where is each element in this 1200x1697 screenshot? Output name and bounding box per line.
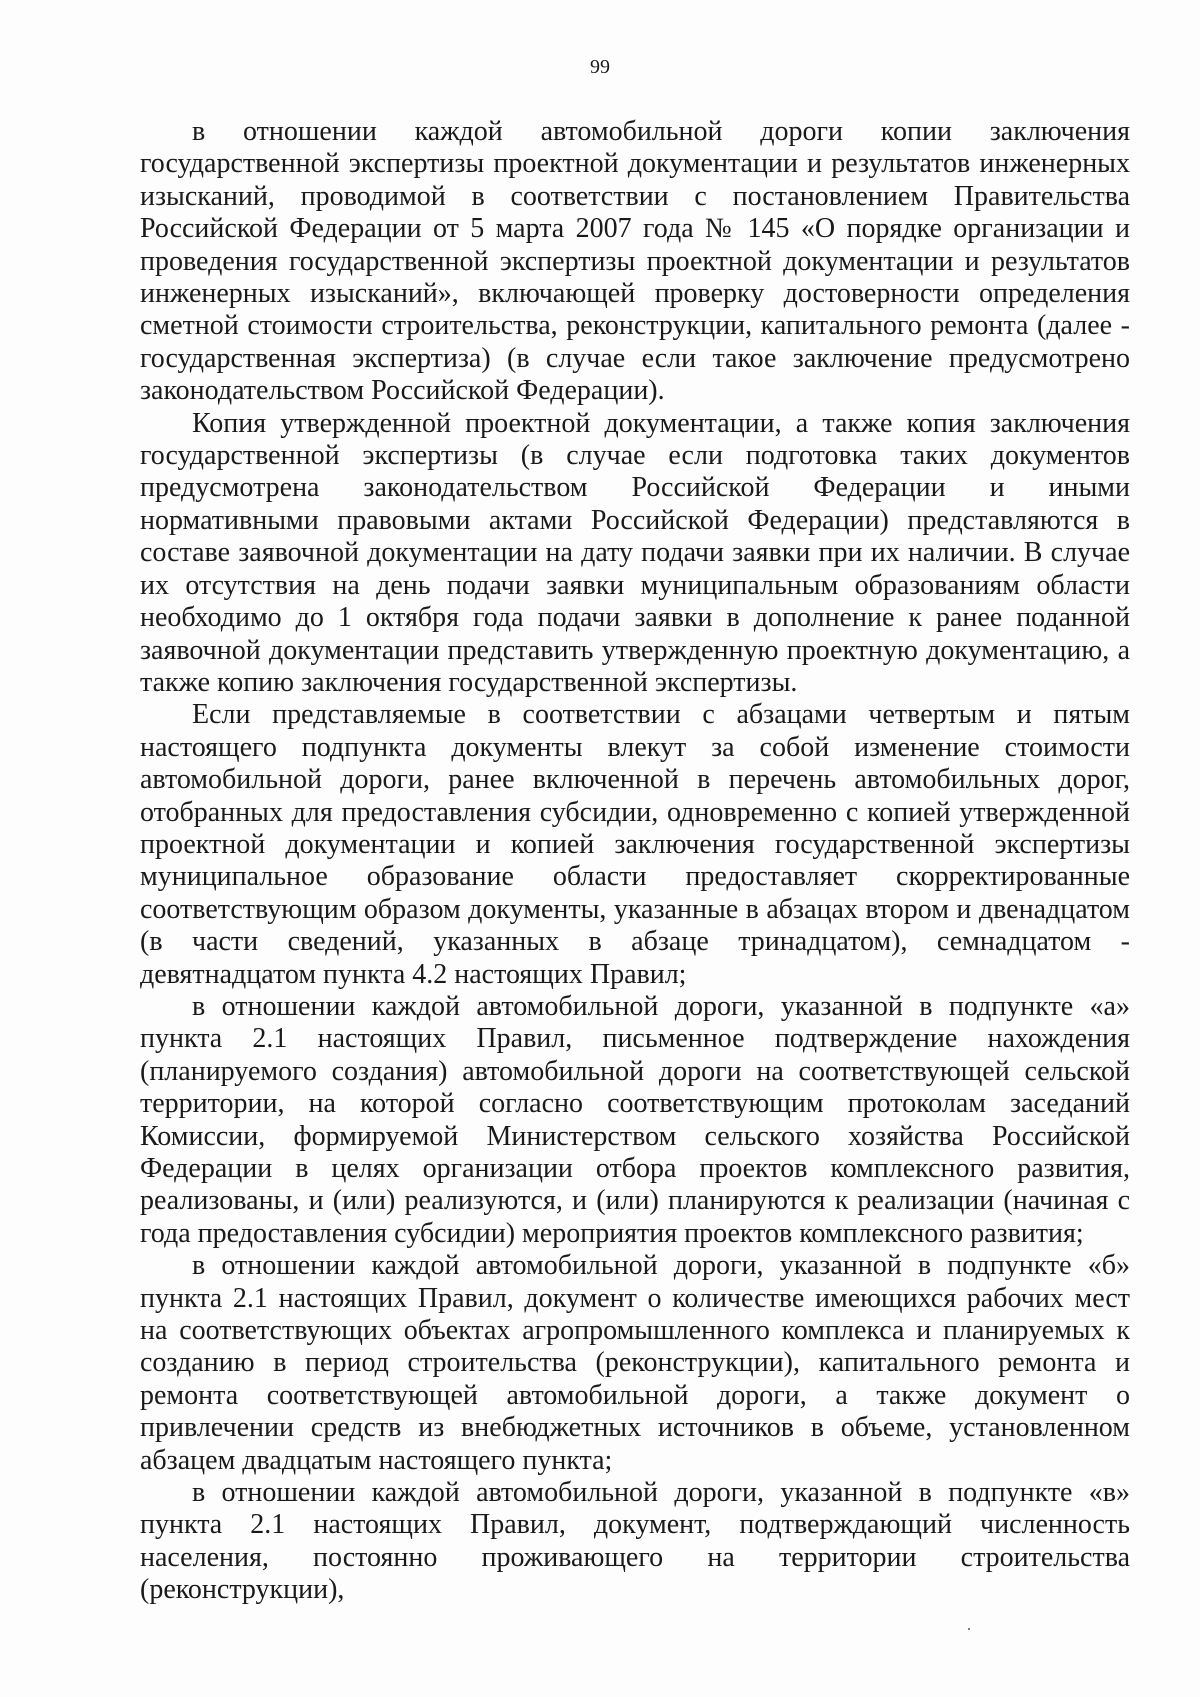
page-number: 99 [590, 56, 610, 78]
paragraph-subpoint-v: в отношении каждой автомобильной дороги, указанной в подпункте «в» пункта 2.1 настоящих Правил, документ, подтверждающий численность населения, постоянно проживающего на территории строительства (реконструкции), [140, 1477, 1130, 1606]
paragraph-subpoint-b: в отношении каждой автомобильной дороги, указанной в подпункте «б» пункта 2.1 настоящих Правил, документ о количестве имеющихся рабочих мест на соответствующих объектах агропромышленного комплекса и планируемых к созданию в период строительства (реконструкции), капитального ремонта и ремонта соответствующей автомобильной дороги, а также документ о привлечении средств из внебюджетных источников в объеме, установленном абзацем двадцатым настоящего пункта; [140, 1250, 1130, 1476]
paragraph-state-expertise: в отношении каждой автомобильной дороги копии заключения государственной экспертизы проектной документации и результатов инженерных изысканий, проводимой в соответствии с постановлением Правительства Российской Федерации от 5 марта 2007 года № 145 «О порядке организации и проведения государственной экспертизы проектной документации и результатов инженерных изысканий», включающей проверку достоверности определения сметной стоимости строительства, реконструкции, капитального ремонта (далее - государственная экспертиза) (в случае если такое заключение предусмотрено законодательством Российской Федерации). [140, 116, 1130, 407]
paragraph-project-documentation-copy: Копия утвержденной проектной документации, а также копия заключения государственной экспертизы (в случае если подготовка таких документов предусмотрена законодательством Российской Федерации и иными нормативными правовыми актами Российской Федерации) представляются в составе заявочной документации на дату подачи заявки при их наличии. В случае их отсутствия на день подачи заявки муниципальным образованиям области необходимо до 1 октября года подачи заявки в дополнение к ранее поданной заявочной документации представить утвержденную проектную документацию, а также копию заключения государственной экспертизы. [140, 407, 1130, 698]
paragraph-cost-change: Если представляемые в соответствии с абзацами четвертым и пятым настоящего подпункта документы влекут за собой изменение стоимости автомобильной дороги, ранее включенной в перечень автомобильных дорог, отобранных для предоставления субсидии, одновременно с копией утвержденной проектной документации и копией заключения государственной экспертизы муниципальное образование области предоставляет скорректированные соответствующим образом документы, указанные в абзацах втором и двенадцатом (в части сведений, указанных в абзаце тринадцатом), семнадцатом - девятнадцатом пункта 4.2 настоящих Правил; [140, 699, 1130, 990]
paragraph-subpoint-a: в отношении каждой автомобильной дороги, указанной в подпункте «а» пункта 2.1 настоящих Правил, письменное подтверждение нахождения (планируемого создания) автомобильной дороги на соответствующей сельской территории, на которой согласно соответствующим протоколам заседаний Комиссии, формируемой Министерством сельского хозяйства Российской Федерации в целях организации отбора проектов комплексного развития, реализованы, и (или) реализуются, и (или) планируются к реализации (начиная с года предоставления субсидии) мероприятия проектов комплексного развития; [140, 990, 1130, 1249]
document-body [140, 116, 1130, 1607]
scan-speck [968, 1628, 970, 1630]
